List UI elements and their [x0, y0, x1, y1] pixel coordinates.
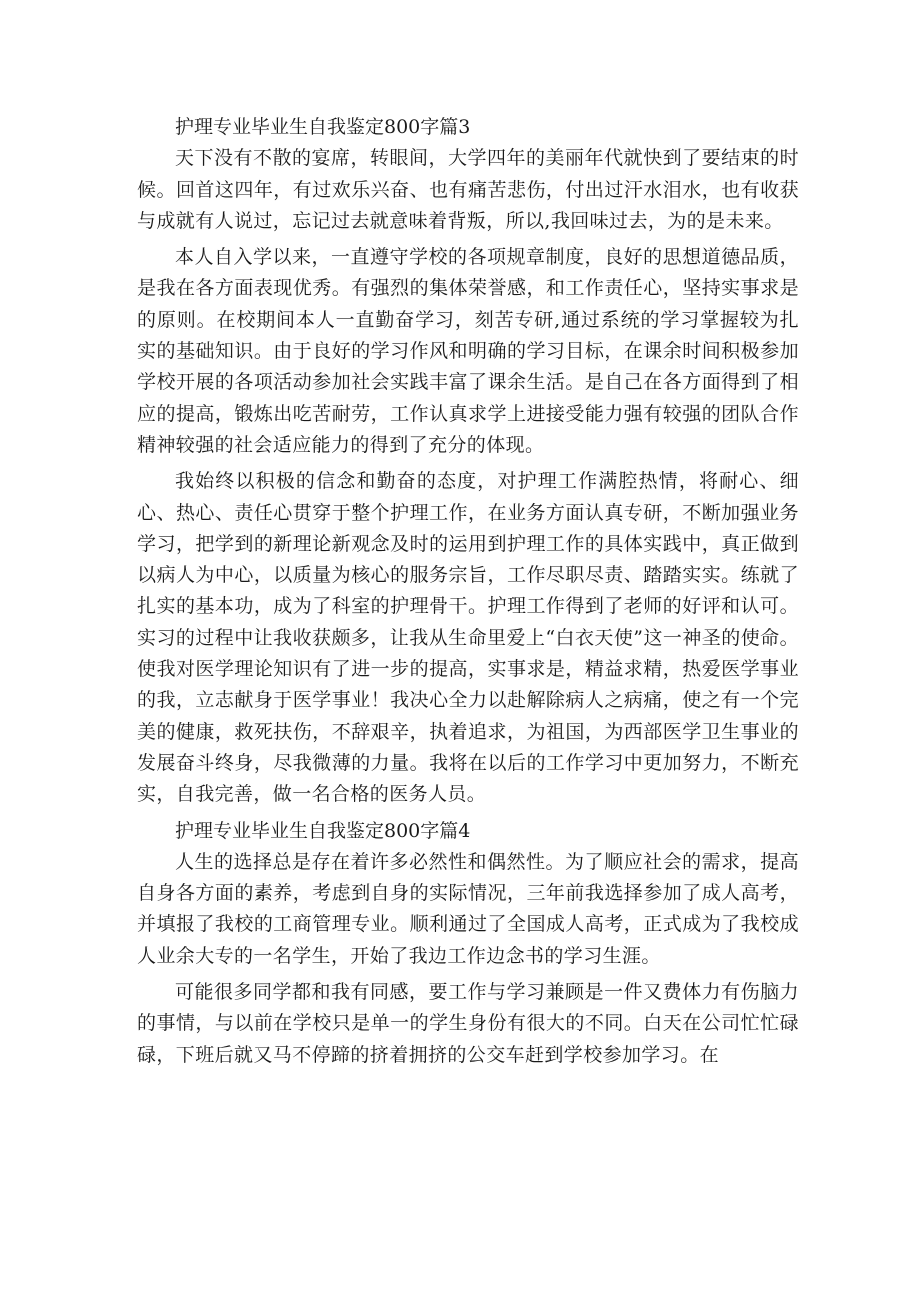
- section-heading-4: 护理专业毕业生自我鉴定800字篇4: [175, 819, 471, 842]
- section-3-paragraph-1: 天下没有不散的宴席，转眼间，大学四年的美丽年代就快到了要结束的时候。回首这四年，有过欢乐兴奋、也有痛苦悲伤，付出过汗水泪水，也有收获与成就有人说过，忘记过去就意味着背叛，所以,我回味过去，为的是未来。: [137, 147, 799, 232]
- section-3-paragraph-2: 本人自入学以来，一直遵守学校的各项规章制度，良好的思想道德品质，是我在各方面表现优秀。有强烈的集体荣誉感，和工作责任心，坚持实事求是的原则。在校期间本人一直勤奋学习，刻苦专研,通过系统的学习掌握较为扎实的基础知识。由于良好的学习作风和明确的学习目标，在课余时间积极参加学校开展的各项活动参加社会实践丰富了课余生活。是自己在各方面得到了相应的提高，锻炼出吃苦耐劳，工作认真求学上进接受能力强有较强的团队合作精神较强的社会适应能力的得到了充分的体现。: [137, 246, 799, 456]
- section-3-paragraph-3: 我始终以积极的信念和勤奋的态度，对护理工作满腔热情，将耐心、细心、热心、责任心贯穿于整个护理工作，在业务方面认真专研，不断加强业务学习，把学到的新理论新观念及时的运用到护理工作的具体实践中，真正做到以病人为中心，以质量为核心的服务宗旨，工作尽职尽责、踏踏实实。练就了扎实的基本功，成为了科室的护理骨干。护理工作得到了老师的好评和认可。实习的过程中让我收获颇多，让我从生命里爱上“白衣天使”这一神圣的使命。使我对医学理论知识有了进一步的提高，实事求是，精益求精，热爱医学事业的我，立志献身于医学事业！我决心全力以赴解除病人之病痛，使之有一个完美的健康，救死扶伤，不辞艰辛，执着追求，为祖国，为西部医学卫生事业的发展奋斗终身，尽我微薄的力量。我将在以后的工作学习中更加努力，不断充实，自我完善，做一名合格的医务人员。: [137, 470, 799, 806]
- document-body: [137, 112, 799, 1071]
- section-4-paragraph-1: 人生的选择总是存在着许多必然性和偶然性。为了顺应社会的需求，提高自身各方面的素养，考虑到自身的实际情况，三年前我选择参加了成人高考，并填报了我校的工商管理专业。顺利通过了全国成人高考，正式成为了我校成人业余大专的一名学生，开始了我边工作边念书的学习生涯。: [137, 850, 799, 967]
- section-heading-3: 护理专业毕业生自我鉴定800字篇3: [175, 116, 471, 138]
- section-4-paragraph-2: 可能很多同学都和我有同感，要工作与学习兼顾是一件又费体力有伤脑力的事情，与以前在学校只是单一的学生身份有很大的不同。白天在公司忙忙碌碌，下班后就又马不停蹄的挤着拥挤的公交车赶到学校参加学习。在: [137, 981, 799, 1066]
